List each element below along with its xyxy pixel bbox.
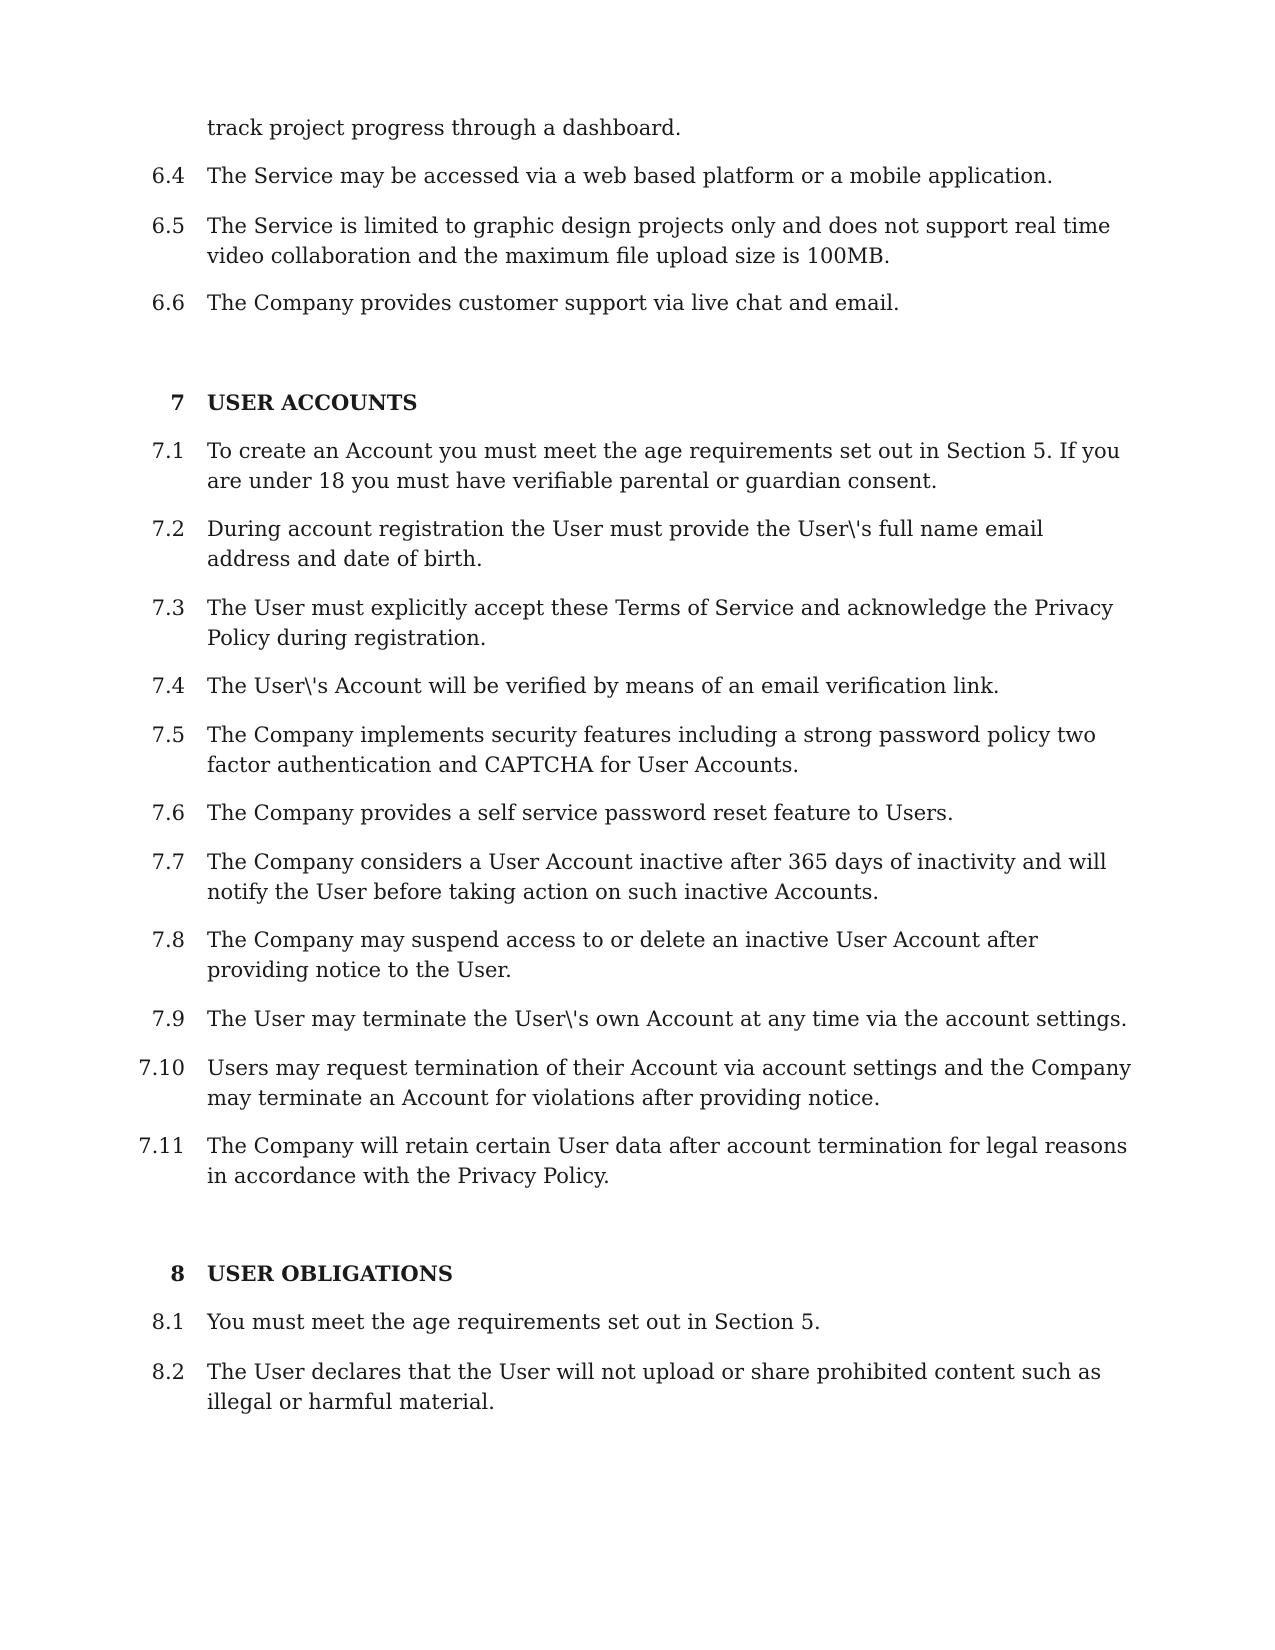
clause-text: track project progress through a dashboard. (207, 116, 682, 140)
clause-text: The Company provides customer support via live chat and email. (207, 291, 900, 315)
clause-text: The Company implements security features including a strong password policy two factor authentication and CAPTCHA for User Accounts. (207, 723, 1097, 777)
clause-number: 7.2 (151, 517, 185, 541)
clause-text: The Company will retain certain User data after account termination for legal reasons in accordance with the Privacy Policy. (207, 1134, 1128, 1188)
clause-number: 7.6 (151, 801, 185, 825)
section-title: USER OBLIGATIONS (207, 1261, 454, 1286)
clause-number: 8.2 (151, 1360, 185, 1384)
clause-text: During account registration the User must provide the User\'s full name email address and date of birth. (207, 517, 1044, 571)
clause-text: The User must explicitly accept these Terms of Service and acknowledge the Privacy Policy during registration. (207, 596, 1114, 650)
clause-number: 7.3 (151, 596, 185, 620)
clause-text: Users may request termination of their Account via account settings and the Company may terminate an Account for violations after providing notice. (207, 1056, 1132, 1110)
clause-number: 7.8 (151, 928, 185, 952)
clause-text: The Company considers a User Account inactive after 365 days of inactivity and will notify the User before taking action on such inactive Accounts. (207, 850, 1107, 904)
clause-text: The Service may be accessed via a web based platform or a mobile application. (207, 164, 1054, 188)
clause-number: 7.11 (138, 1134, 185, 1158)
clause-number: 6.5 (151, 214, 185, 238)
clause-number: 7.7 (151, 850, 185, 874)
clause-number: 6.4 (151, 164, 185, 188)
clause-text: The Company provides a self service password reset feature to Users. (207, 801, 954, 825)
section-title: USER ACCOUNTS (207, 390, 418, 415)
clause-number: 7.4 (151, 674, 185, 698)
clause-number: 7.1 (151, 439, 185, 463)
clause-text: The User declares that the User will not upload or share prohibited content such as illegal or harmful material. (207, 1360, 1102, 1414)
clause-text: The Service is limited to graphic design projects only and does not support real time video collaboration and the maximum file upload size is 100MB. (207, 214, 1111, 268)
section-number: 7 (170, 390, 185, 415)
clause-number: 8.1 (151, 1310, 185, 1334)
clause-number: 7.10 (138, 1056, 185, 1080)
clause-text: You must meet the age requirements set out in Section 5. (207, 1310, 821, 1334)
clause-text: The User\'s Account will be verified by means of an email verification link. (207, 674, 1000, 698)
clause-text: The User may terminate the User\'s own Account at any time via the account settings. (207, 1007, 1128, 1031)
clause-number: 7.5 (151, 723, 185, 747)
clause-text: To create an Account you must meet the age requirements set out in Section 5. If you are under 18 you must have verifiable parental or guardian consent. (207, 439, 1121, 493)
clause-text: The Company may suspend access to or delete an inactive User Account after providing notice to the User. (207, 928, 1038, 982)
section-number: 8 (170, 1261, 185, 1286)
clause-number: 7.9 (151, 1007, 185, 1031)
clause-number: 6.6 (151, 291, 185, 315)
